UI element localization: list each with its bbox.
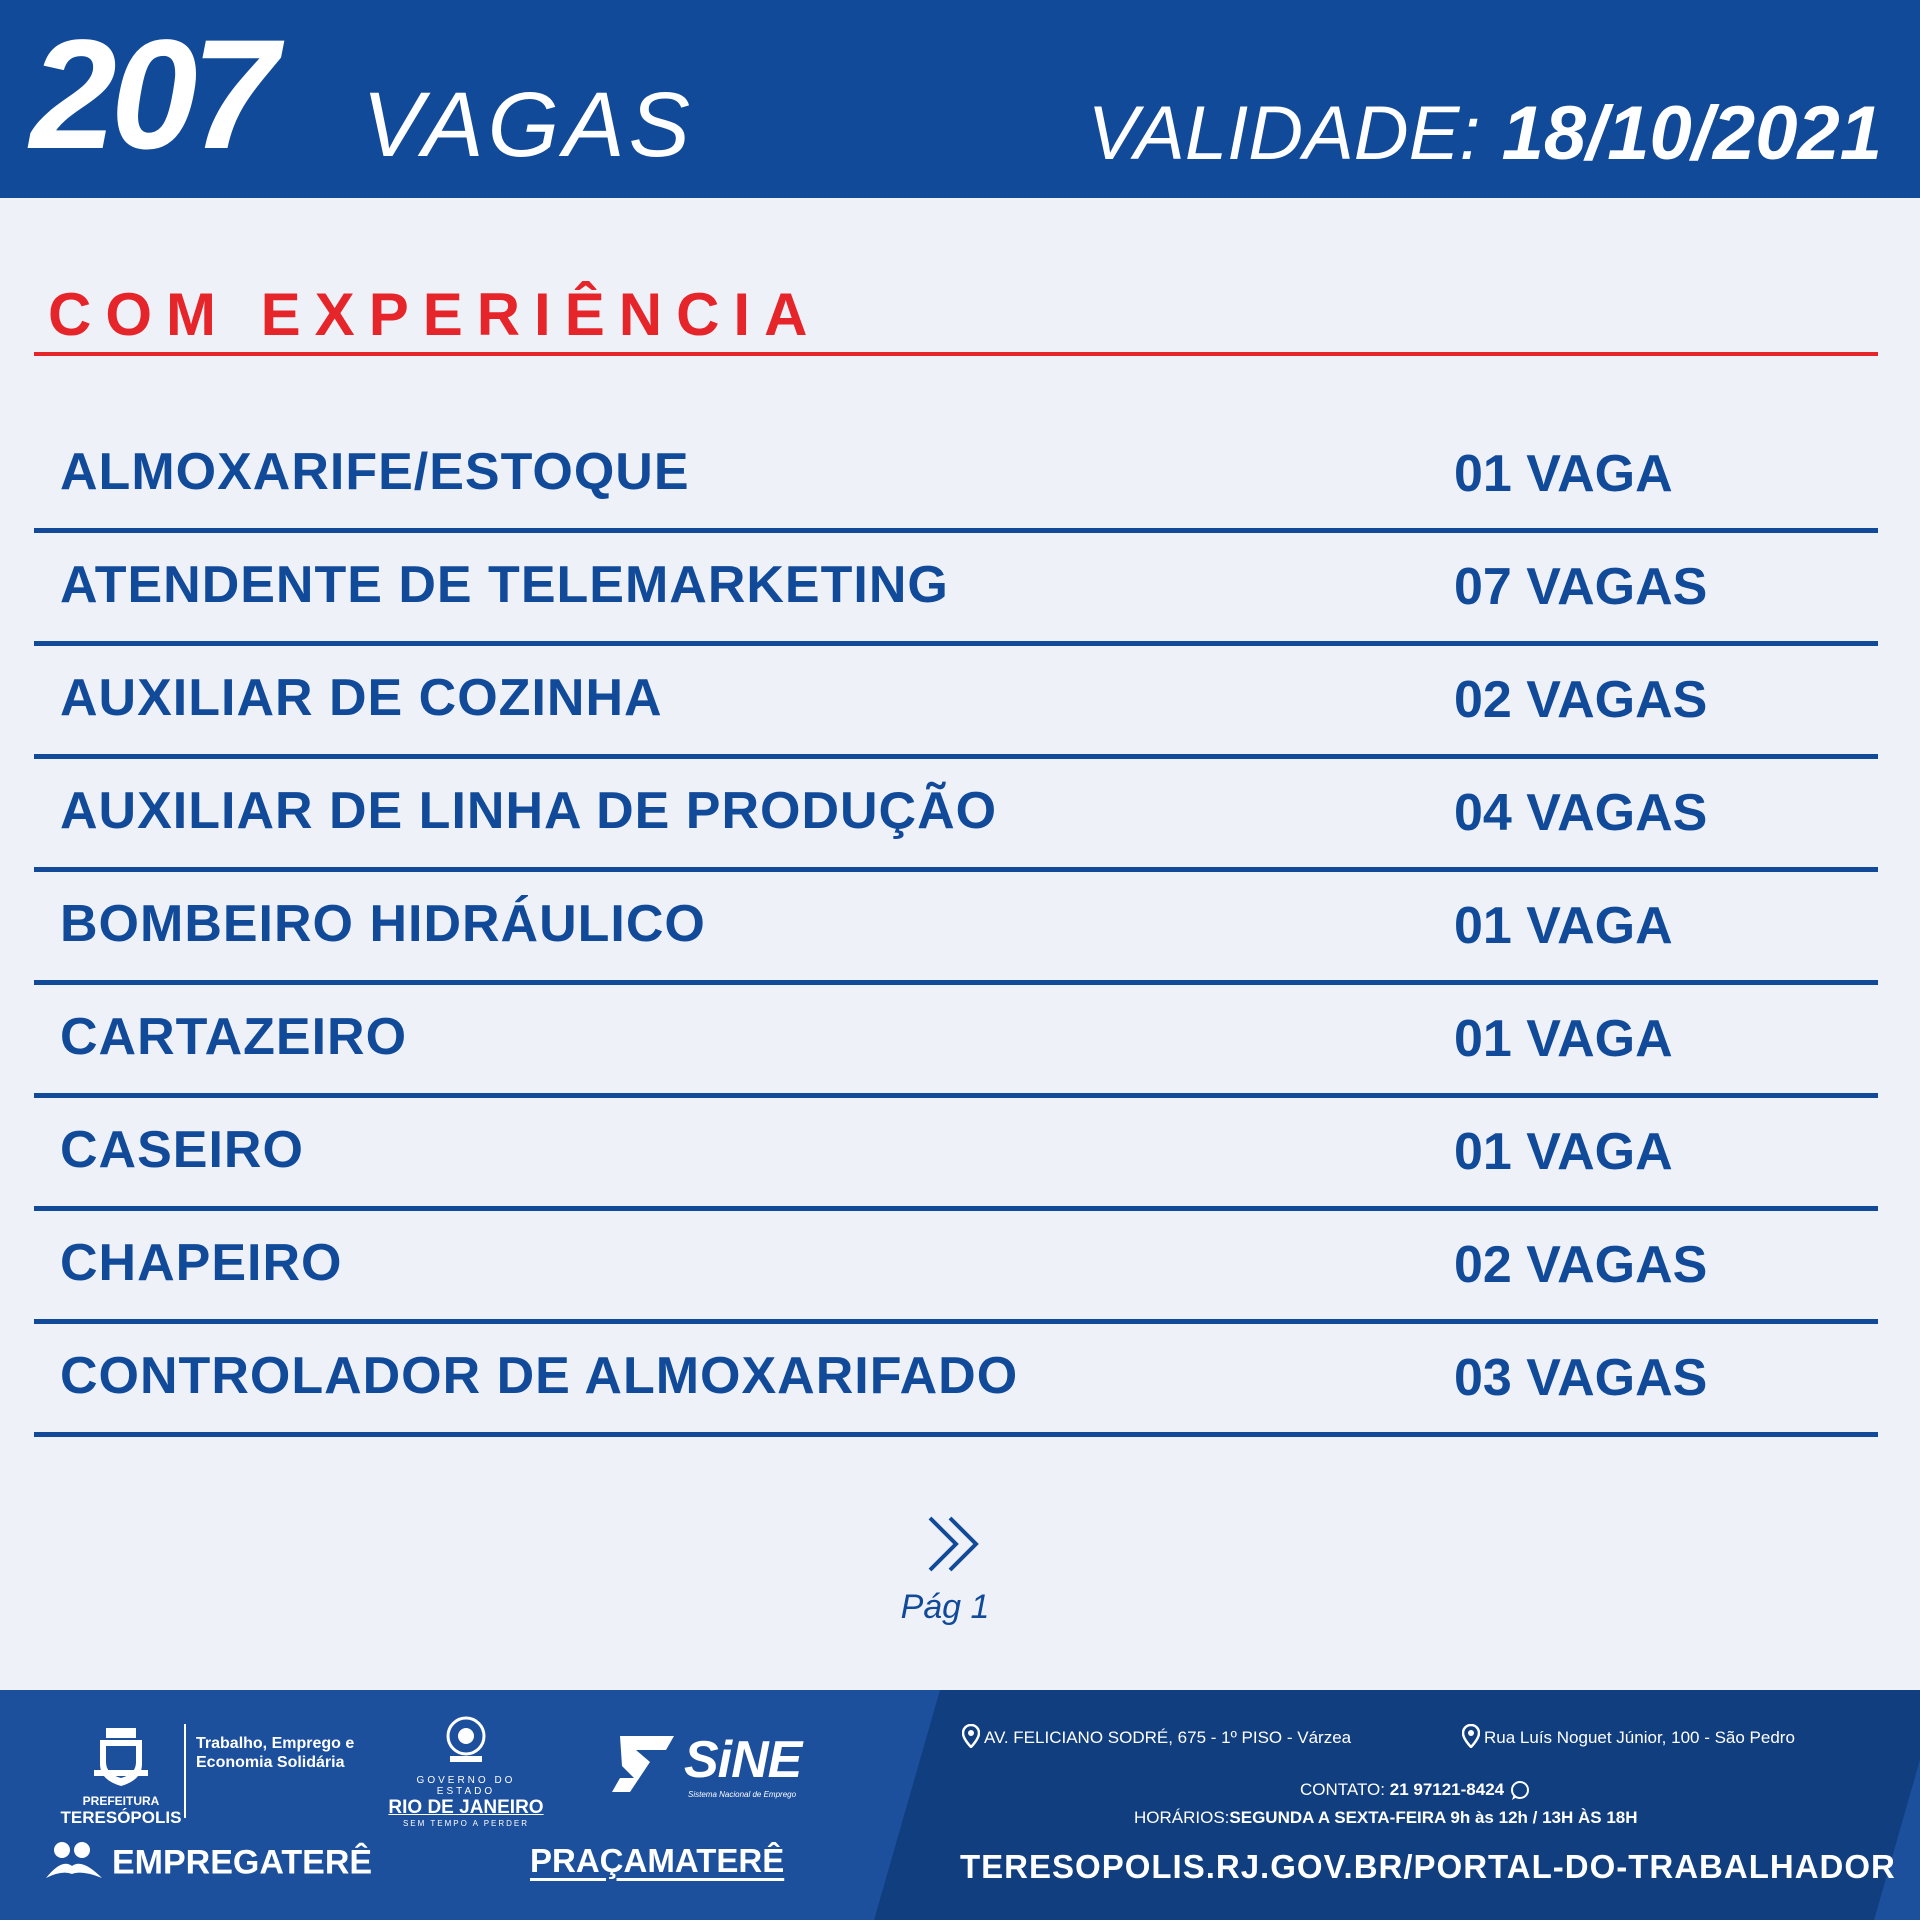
- validity: [1088, 92, 1882, 176]
- job-vacancies: 02 VAGAS: [1454, 671, 1708, 729]
- hours-label: HORÁRIOS:: [1134, 1808, 1230, 1827]
- address-2: [1462, 1724, 1795, 1753]
- job-row: [34, 1211, 1878, 1324]
- prefeitura-line2: TERESÓPOLIS: [60, 1808, 182, 1827]
- crest-icon: [92, 1726, 150, 1788]
- job-row: [34, 1324, 1878, 1437]
- sine-logo: [610, 1731, 802, 1799]
- job-title: CHAPEIRO: [60, 1234, 343, 1292]
- job-title: CASEIRO: [60, 1121, 304, 1179]
- job-title: CARTAZEIRO: [60, 1008, 408, 1066]
- header-banner: [0, 0, 1920, 198]
- job-title: AUXILIAR DE LINHA DE PRODUÇÃO: [60, 782, 998, 840]
- gov-line2: RIO DE JANEIRO: [388, 1797, 544, 1818]
- people-icon: [44, 1840, 104, 1889]
- job-row: [34, 985, 1878, 1098]
- pracamatere-logo: PRAÇAMATERÊ: [530, 1842, 785, 1879]
- job-row: [34, 646, 1878, 759]
- job-list: [34, 420, 1878, 1437]
- address-2-text: Rua Luís Noguet Júnior, 100 - São Pedro: [1484, 1727, 1795, 1747]
- footer: [0, 1690, 1920, 1920]
- gov-line3: SEM TEMPO A PERDER: [402, 1819, 530, 1828]
- address-1-text: AV. FELICIANO SODRÉ, 675 - 1º PISO - Várzea: [984, 1727, 1352, 1747]
- page-label: Pág 1: [900, 1588, 990, 1626]
- map-pin-icon: [1462, 1724, 1480, 1753]
- job-title: ATENDENTE DE TELEMARKETING: [60, 556, 949, 614]
- validity-date: 18/10/2021: [1501, 91, 1882, 176]
- job-vacancies: 03 VAGAS: [1454, 1349, 1708, 1407]
- hours-value: SEGUNDA A SEXTA-FEIRA 9h às 12h / 13H ÀS 18H: [1229, 1808, 1638, 1827]
- job-title: CONTROLADOR DE ALMOXARIFADO: [60, 1347, 1019, 1405]
- total-vacancies-count: 207: [30, 8, 273, 182]
- address-1: [962, 1724, 1351, 1753]
- section-divider: [34, 352, 1878, 356]
- sine-name: SiNE: [684, 1731, 802, 1789]
- state-seal-icon: [442, 1714, 490, 1766]
- job-vacancies: 01 VAGA: [1454, 897, 1673, 955]
- gov-line1: GOVERNO DO ESTADO: [416, 1775, 516, 1797]
- job-row: [34, 759, 1878, 872]
- job-title: BOMBEIRO HIDRÁULICO: [60, 895, 706, 953]
- section-title: COM EXPERIÊNCIA: [48, 281, 822, 348]
- job-row: [34, 872, 1878, 985]
- prefeitura-logo: [46, 1726, 196, 1828]
- validity-label: VALIDADE:: [1087, 91, 1481, 176]
- job-title: ALMOXARIFE/ESTOQUE: [60, 443, 690, 501]
- empregatere-text: EMPREGATERÊ: [112, 1843, 373, 1882]
- job-vacancies: 01 VAGA: [1454, 1123, 1673, 1181]
- secretaria-name: Trabalho, Emprego e Economia Solidária: [196, 1735, 355, 1771]
- map-pin-icon: [962, 1724, 980, 1753]
- whatsapp-icon: [1509, 1780, 1531, 1799]
- job-vacancies: 01 VAGA: [1454, 1010, 1673, 1068]
- prefeitura-line1: PREFEITURA: [82, 1794, 160, 1808]
- contact-phone[interactable]: 21 97121-8424: [1389, 1780, 1505, 1799]
- contact-label: CONTATO:: [1300, 1780, 1385, 1799]
- job-vacancies: 07 VAGAS: [1454, 558, 1708, 616]
- opening-hours: [1134, 1808, 1638, 1828]
- job-row: [34, 1098, 1878, 1211]
- governo-rj-logo: [386, 1714, 546, 1828]
- sine-subtitle: Sistema Nacional de Emprego: [688, 1790, 797, 1799]
- sine-s-icon: [610, 1734, 676, 1794]
- job-row: [34, 420, 1878, 533]
- job-vacancies: 02 VAGAS: [1454, 1236, 1708, 1294]
- empregatere-logo: [44, 1840, 372, 1889]
- job-vacancies: 01 VAGA: [1454, 445, 1673, 503]
- double-chevron-right-icon[interactable]: [922, 1512, 986, 1576]
- job-row: [34, 533, 1878, 646]
- job-vacancies: 04 VAGAS: [1454, 784, 1708, 842]
- website-link[interactable]: TERESOPOLIS.RJ.GOV.BR/PORTAL-DO-TRABALHADOR: [960, 1848, 1896, 1885]
- vacancies-word: VAGAS: [362, 74, 694, 176]
- logo-divider: [184, 1724, 186, 1818]
- contact: [1300, 1780, 1531, 1802]
- job-title: AUXILIAR DE COZINHA: [60, 669, 663, 727]
